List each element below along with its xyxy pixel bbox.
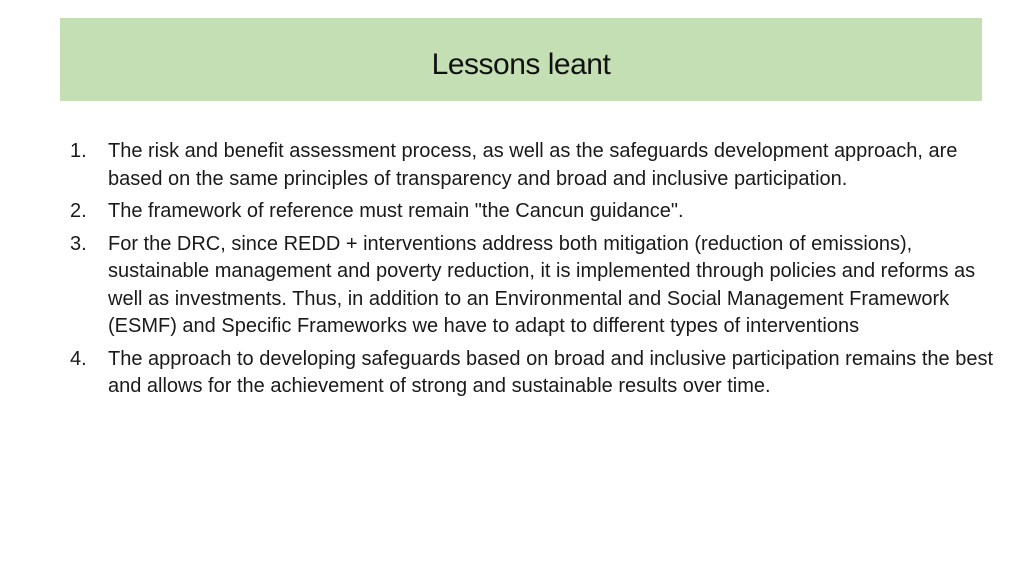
list-item [70,346,995,401]
list-item-number: 1. [70,140,87,162]
list-item [70,231,995,341]
title-banner [60,18,982,101]
lessons-list [70,138,995,406]
list-item-number: 4. [70,347,87,370]
list-item-number: 2. [70,200,87,222]
list-item [70,138,995,193]
list-item-text: For the DRC, since REDD + interventions address both mitigation (reduction of emissions), sustainable management and poverty reduction, it is implemented through policies and reforms as well as investments. Thus, in addition to an Environmental and Social Management Framework (ESMF) and Specific Frameworks we have to adapt to different types of interventions [108,232,976,337]
list-item-text: The approach to developing safeguards based on broad and inclusive participation remains the best and allows for the achievement of strong and sustainable results over time. [108,347,994,397]
list-item-number: 3. [70,232,87,255]
slide-title: Lessons leant [431,47,611,81]
list-item [70,198,995,226]
list-item-text: The framework of reference must remain "the Cancun guidance". [108,200,684,222]
list-item-text: The risk and benefit assessment process, as well as the safeguards development approach, are based on the same principles of transparency and broad and inclusive participation. [108,140,958,190]
